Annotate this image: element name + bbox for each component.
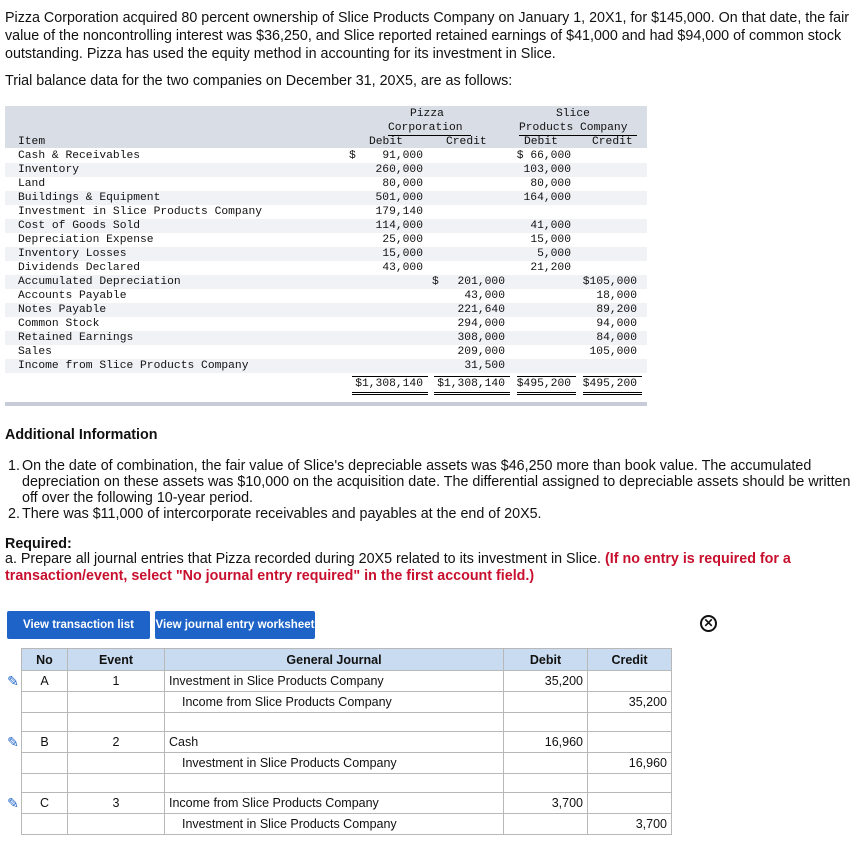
trial-balance-row (5, 275, 647, 289)
credit-account[interactable]: Investment in Slice Products Company (165, 753, 504, 774)
account-name: Accumulated Depreciation (18, 276, 181, 288)
account-name: Inventory Losses (18, 248, 127, 260)
edit-pencil-icon[interactable]: ✎ (7, 794, 19, 811)
entry-no: A (22, 671, 68, 692)
slice-credit: 94,000 (596, 318, 637, 330)
dollar-sign: $ (349, 150, 356, 162)
close-icon[interactable]: ✕ (700, 615, 717, 632)
account-name: Retained Earnings (18, 332, 134, 344)
slice-credit: $105,000 (582, 276, 637, 288)
debit-amount-empty[interactable] (504, 692, 588, 713)
account-name: Notes Payable (18, 304, 107, 316)
pizza-debit: 80,000 (382, 178, 423, 190)
pizza-debit: 114,000 (375, 220, 423, 232)
item-header: Item (18, 136, 46, 148)
pizza-header-2: Corporation (388, 122, 463, 134)
trial-balance-bottom-bar (5, 402, 647, 406)
slice-credit: 18,000 (596, 290, 637, 302)
journal-entry-credit-row (5, 753, 672, 774)
credit-amount[interactable]: 35,200 (588, 692, 672, 713)
total-slice-credit: $495,200 (582, 378, 637, 390)
trial-balance-table (5, 106, 647, 406)
slice-credit: 105,000 (589, 346, 637, 358)
view-transaction-list-button[interactable]: View transaction list (7, 611, 150, 639)
trial-balance-row (5, 247, 647, 261)
trial-balance-row (5, 261, 647, 275)
pizza-debit: 25,000 (382, 234, 423, 246)
slice-debit-header: Debit (524, 136, 558, 148)
entry-no: C (22, 793, 68, 814)
entry-event: 3 (68, 793, 165, 814)
account-name: Accounts Payable (18, 290, 127, 302)
debit-amount[interactable]: 16,960 (504, 732, 588, 753)
pizza-debit: 43,000 (382, 262, 423, 274)
pizza-header-1: Pizza (410, 108, 444, 120)
col-debit: Debit (504, 649, 588, 671)
trial-balance-row (5, 331, 647, 345)
credit-account[interactable]: Income from Slice Products Company (165, 692, 504, 713)
account-name: Buildings & Equipment (18, 192, 161, 204)
account-name: Depreciation Expense (18, 234, 154, 246)
journal-table-wrapper (5, 648, 672, 835)
slice-debit: $ 66,000 (516, 150, 571, 162)
trial-balance-row (5, 345, 647, 359)
view-journal-worksheet-button[interactable]: View journal entry worksheet (155, 611, 315, 639)
pizza-credit: 201,000 (457, 276, 505, 288)
debit-account[interactable]: Cash (165, 732, 504, 753)
entry-no: B (22, 732, 68, 753)
pizza-credit: 43,000 (464, 290, 505, 302)
journal-blank-row (5, 774, 672, 793)
credit-amount[interactable]: 3,700 (588, 814, 672, 835)
trial-balance-lead: Trial balance data for the two companies on December 31, 20X5, are as follows: (5, 73, 513, 89)
additional-info-list (5, 458, 853, 522)
slice-debit: 5,000 (537, 248, 571, 260)
col-general-journal: General Journal (165, 649, 504, 671)
trial-balance-row (5, 205, 647, 219)
journal-entry-debit-row (5, 793, 672, 814)
required-title: Required: (5, 536, 72, 552)
account-name: Sales (18, 346, 52, 358)
slice-header-1: Slice (556, 108, 590, 120)
entry-event: 2 (68, 732, 165, 753)
pizza-credit: 31,500 (464, 360, 505, 372)
trial-balance-row (5, 317, 647, 331)
trial-balance-row (5, 177, 647, 191)
account-name: Common Stock (18, 318, 100, 330)
pizza-debit: 91,000 (382, 150, 423, 162)
edit-pencil-icon[interactable]: ✎ (7, 733, 19, 750)
account-name: Cost of Goods Sold (18, 220, 141, 232)
col-credit: Credit (588, 649, 672, 671)
edit-pencil-icon[interactable]: ✎ (7, 672, 19, 689)
trial-balance-row (5, 233, 647, 247)
credit-amount-empty[interactable] (588, 793, 672, 814)
slice-debit: 41,000 (530, 220, 571, 232)
trial-balance-row (5, 289, 647, 303)
debit-amount[interactable]: 3,700 (504, 793, 588, 814)
slice-debit: 80,000 (530, 178, 571, 190)
debit-account[interactable]: Income from Slice Products Company (165, 793, 504, 814)
trial-balance-row (5, 149, 647, 163)
pizza-credit: 308,000 (457, 332, 505, 344)
slice-credit-header: Credit (592, 136, 633, 148)
credit-amount[interactable]: 16,960 (588, 753, 672, 774)
total-slice-debit: $495,200 (516, 378, 571, 390)
required-note: (If no entry is required for a transaction/event, select "No journal entry required" in the first account field.) (5, 551, 791, 584)
col-event: Event (68, 649, 165, 671)
pizza-credit: 221,640 (457, 304, 505, 316)
debit-amount-empty[interactable] (504, 753, 588, 774)
pizza-debit-header: Debit (369, 136, 403, 148)
account-name: Land (18, 178, 46, 190)
pizza-credit-header: Credit (446, 136, 487, 148)
journal-entry-credit-row (5, 814, 672, 835)
dollar-sign: $ (432, 276, 439, 288)
journal-entry-debit-row (5, 732, 672, 753)
slice-debit: 164,000 (523, 192, 571, 204)
account-name: Cash & Receivables (18, 150, 141, 162)
account-name: Investment in Slice Products Company (18, 206, 263, 218)
slice-credit: 89,200 (596, 304, 637, 316)
trial-balance-row (5, 163, 647, 177)
debit-account[interactable]: Investment in Slice Products Company (165, 671, 504, 692)
trial-balance-row (5, 303, 647, 317)
additional-item: 1. On the date of combination, the fair value of Slice's depreciable assets was $46,250 more than book value. The accumulated depreciation on these assets was $10,000 on the acquisition date. The differential assigned to depreciable assets should be written off over the following 10-year period. (8, 458, 851, 506)
trial-balance-row (5, 359, 647, 373)
entry-event: 1 (68, 671, 165, 692)
additional-item: 2. There was $11,000 of intercorporate receivables and payables at the end of 20X5. (8, 506, 542, 522)
slice-debit: 103,000 (523, 164, 571, 176)
trial-balance-row (5, 191, 647, 205)
slice-header-2: Products Company (519, 122, 628, 134)
pizza-credit: 294,000 (457, 318, 505, 330)
total-pizza-credit: $1,308,140 (437, 378, 505, 390)
total-pizza-debit: $1,308,140 (355, 378, 423, 390)
debit-amount[interactable]: 35,200 (504, 671, 588, 692)
credit-account[interactable]: Investment in Slice Products Company (165, 814, 504, 835)
pizza-credit: 209,000 (457, 346, 505, 358)
credit-amount-empty[interactable] (588, 732, 672, 753)
required-text: a. Prepare all journal entries that Pizza recorded during 20X5 related to its investment in Slice. (If no entry is required for a transaction/event, select "No journal entry required" in the first account field.) (5, 551, 791, 584)
slice-credit: 84,000 (596, 332, 637, 344)
debit-amount-empty[interactable] (504, 814, 588, 835)
journal-entry-credit-row (5, 692, 672, 713)
journal-entry-debit-row (5, 671, 672, 692)
account-name: Income from Slice Products Company (18, 360, 249, 372)
additional-info-title: Additional Information (5, 427, 158, 443)
pizza-debit: 501,000 (375, 192, 423, 204)
journal-table (5, 648, 672, 835)
pizza-debit: 15,000 (382, 248, 423, 260)
journal-blank-row (5, 713, 672, 732)
problem-intro: Pizza Corporation acquired 80 percent ownership of Slice Products Company on January 1, 20X1, for $145,000. On that date, the fair value of the noncontrolling interest was $36,250, and Slice reported retained earnings of $41,000 and had $94,000 of common stock outstanding. Pizza has used the equity method in accounting for its investment in Slice. (5, 10, 850, 62)
account-name: Dividends Declared (18, 262, 141, 274)
account-name: Inventory (18, 164, 80, 176)
slice-debit: 21,200 (530, 262, 571, 274)
pizza-debit: 179,140 (375, 206, 423, 218)
slice-debit: 15,000 (530, 234, 571, 246)
pizza-debit: 260,000 (375, 164, 423, 176)
credit-amount-empty[interactable] (588, 671, 672, 692)
trial-balance-row (5, 219, 647, 233)
col-no: No (22, 649, 68, 671)
